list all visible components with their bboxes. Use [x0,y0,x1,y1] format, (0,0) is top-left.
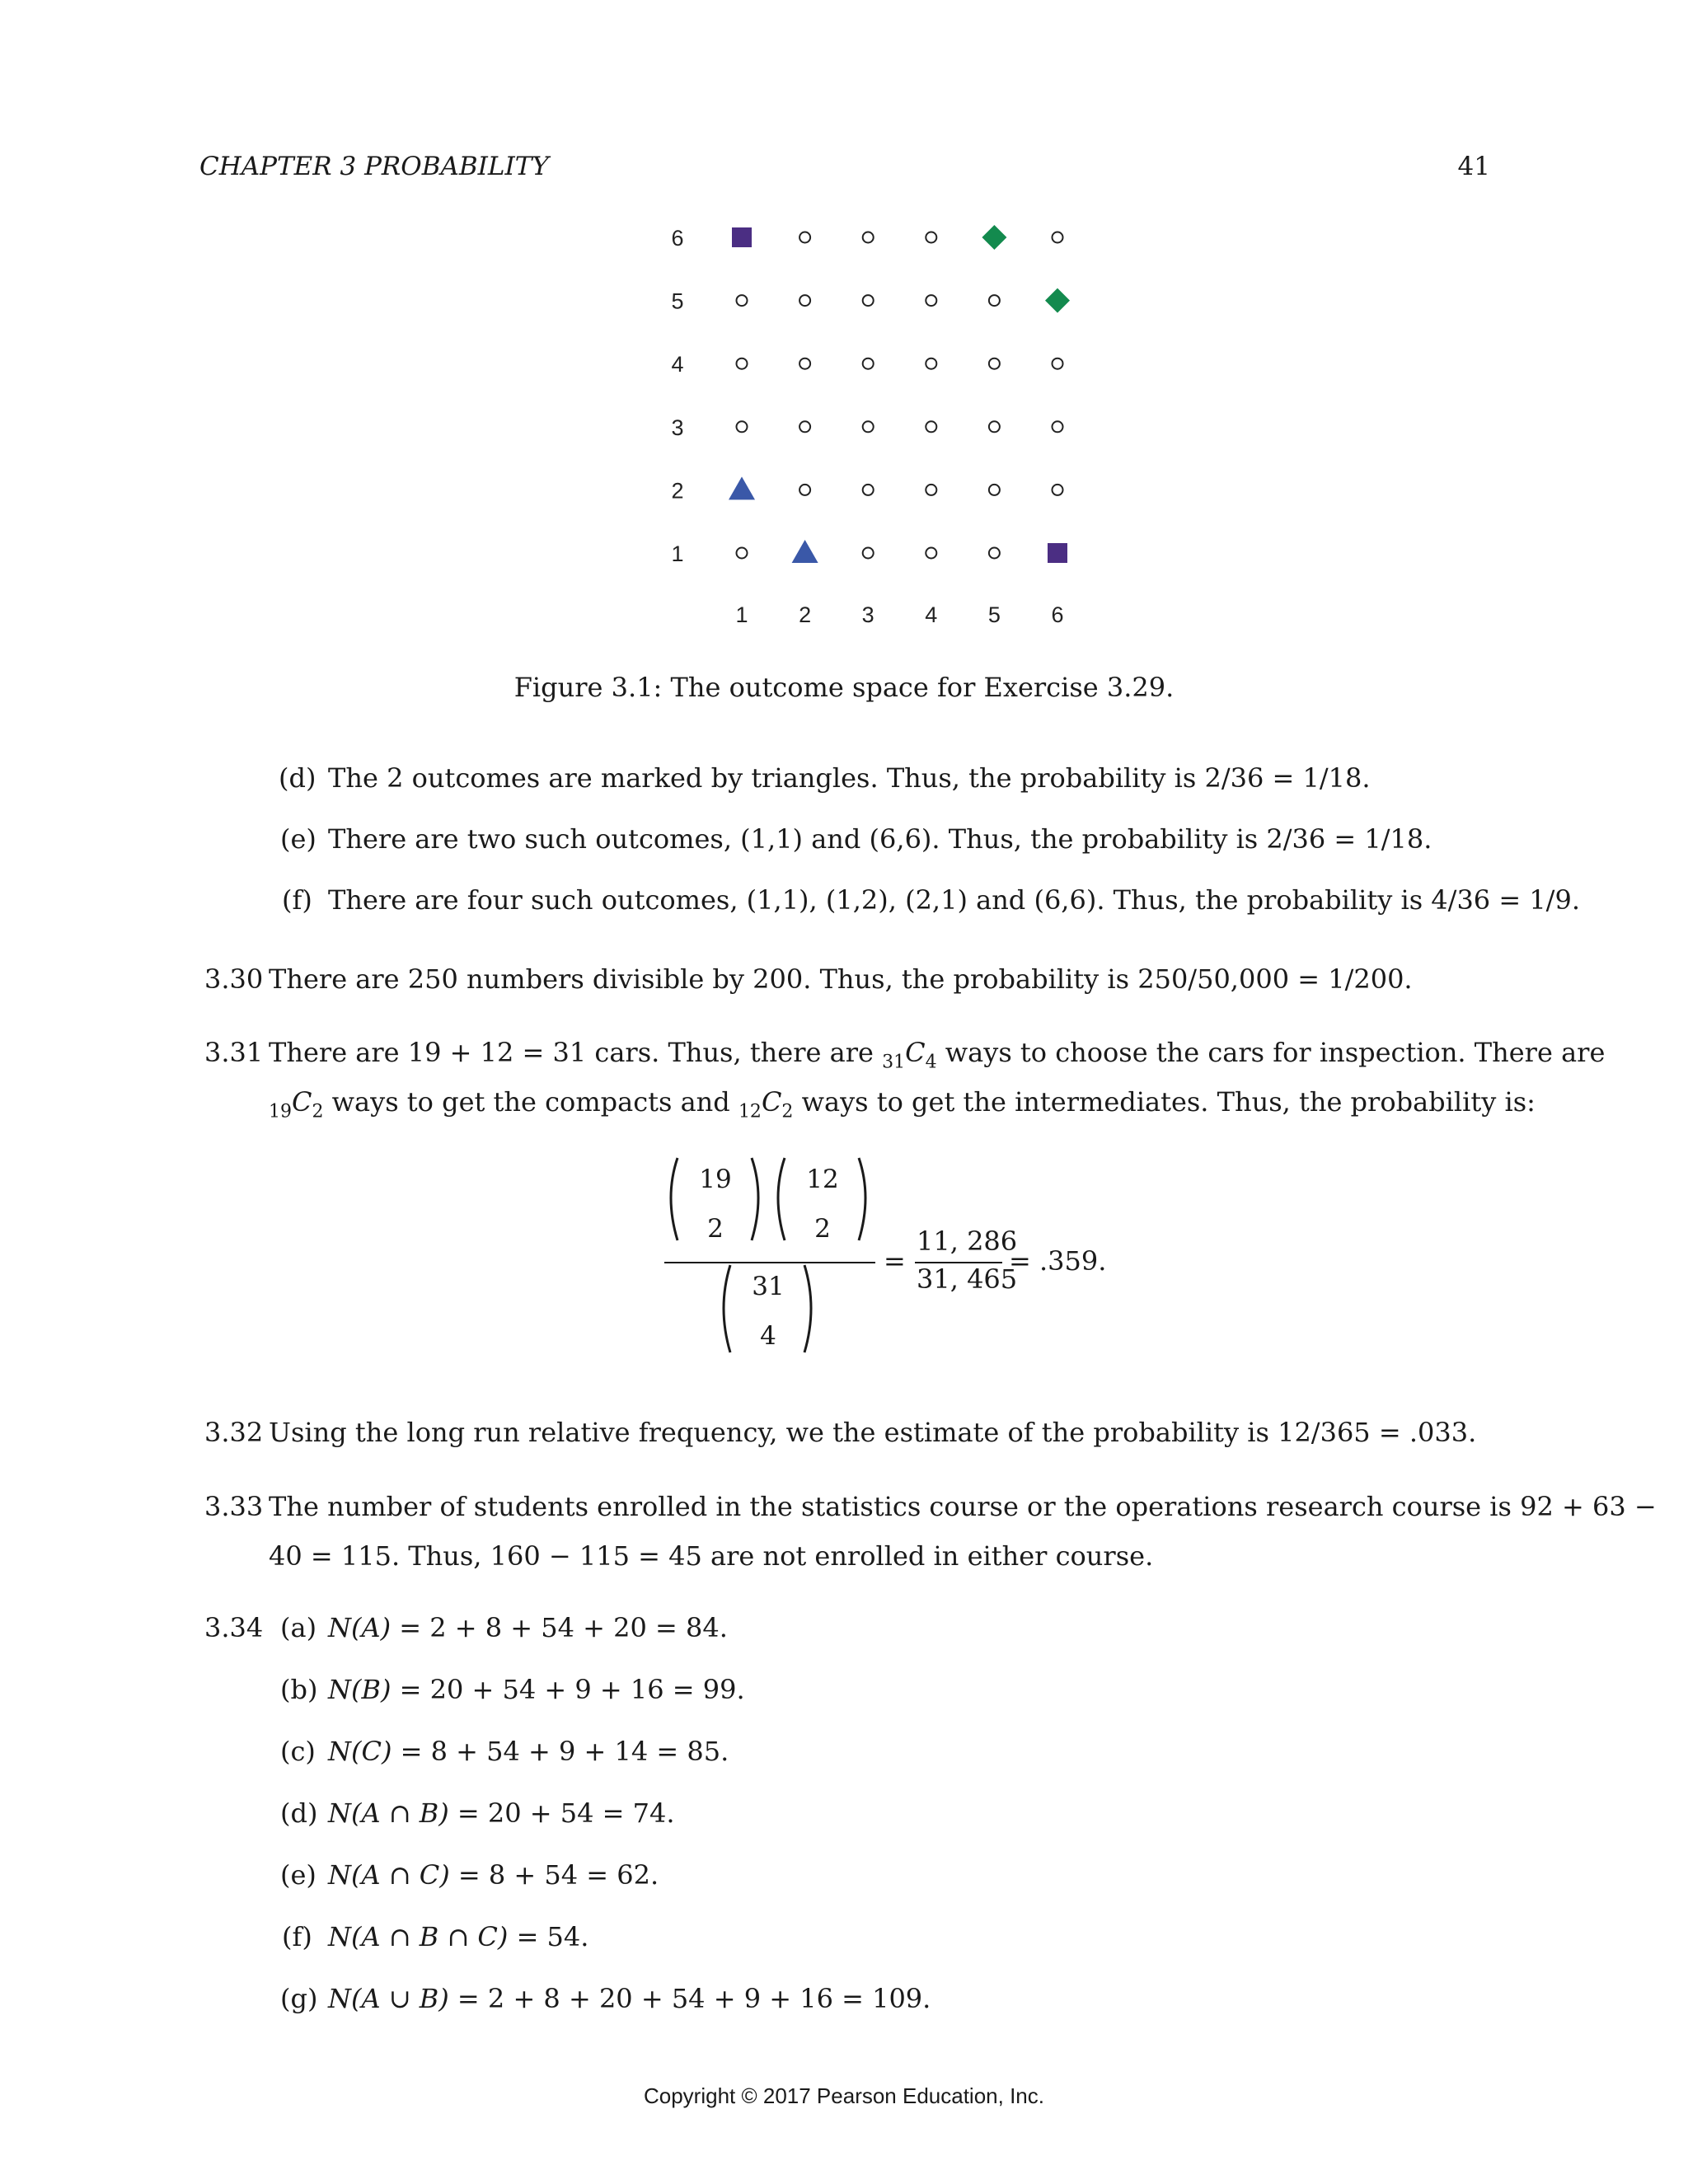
combo-31-sub: 4 [925,1052,937,1073]
binom3-right-paren [804,1265,811,1352]
square-marker [1048,543,1067,563]
combo-31-pre: 31 [882,1052,906,1073]
circle-marker [989,359,1000,369]
part-rhs: = 2 + 8 + 54 + 20 = 84. [391,1612,728,1643]
part-label-f-329: (f) [282,884,312,916]
combo-19-sub: 2 [312,1101,324,1122]
exercise-number-3-31: 3.31 [204,1037,264,1068]
part-label-d-329: (d) [279,762,316,794]
circle-marker [926,485,936,495]
circle-marker [799,485,810,495]
part-label-d-334: (d) [280,1797,318,1829]
y-tick-label: 6 [671,226,684,251]
part-lhs: N(C) [328,1736,392,1767]
combo-12-sub: 2 [781,1101,794,1122]
circle-marker [1053,232,1063,243]
x-tick-label: 5 [987,602,1001,627]
circle-marker [863,485,874,495]
part-label-a-334: (a) [280,1612,317,1643]
part-equation-d-334 [328,1797,675,1830]
part-lhs: N(B) [328,1674,392,1705]
binom1-left-paren [671,1158,678,1240]
part-lhs: N(A ∩ C) [328,1859,450,1891]
circle-marker [926,421,936,432]
circle-marker [863,359,874,369]
exercise-text-3-31-line2 [269,1085,1536,1128]
fraction-numerator: 11, 286 [917,1226,1018,1257]
combo-12-pre: 12 [738,1101,762,1122]
line1-part-b: ways to choose the cars for inspection. There are [936,1037,1606,1068]
binom-19-2-bottom: 2 [707,1214,724,1244]
binom2-left-paren [778,1158,785,1240]
combo-31-symbol: C [905,1037,926,1068]
y-tick-label: 4 [671,352,684,377]
part-label-e-334: (e) [280,1859,316,1891]
circle-marker [1053,421,1063,432]
part-equation-a-334 [328,1611,728,1644]
part-equation-g-334 [328,1982,931,2015]
binom-12-2-bottom: 2 [814,1214,831,1244]
part-rhs: = 20 + 54 + 9 + 16 = 99. [391,1674,745,1705]
circle-marker [926,359,936,369]
part-equation-c-334 [328,1735,729,1768]
combo-12-symbol: C [761,1086,782,1118]
circle-marker [737,548,748,559]
part-equation-b-334 [328,1673,745,1706]
binom2-right-paren [859,1158,865,1240]
y-tick-label: 1 [671,541,684,566]
part-rhs: = 8 + 54 + 9 + 14 = 85. [392,1736,729,1767]
line2-part-b: ways to get the intermediates. Thus, the probability is: [793,1086,1536,1118]
circle-marker [799,295,810,306]
part-equation-e-334 [328,1858,659,1891]
circle-marker [863,232,874,243]
part-label-f-334: (f) [282,1921,312,1952]
fraction-denominator: 31, 465 [917,1263,1018,1295]
combo-19-pre: 19 [269,1101,292,1122]
exercise-text-3-33-line2: 40 = 115. Thus, 160 − 115 = 45 are not enrolled in either course. [269,1540,1154,1572]
part-label-b-334: (b) [280,1674,318,1705]
binom3-left-paren [724,1265,730,1352]
line1-part-a: There are 19 + 12 = 31 cars. Thus, there are [269,1037,883,1068]
copyright-footer: Copyright © 2017 Pearson Education, Inc. [643,2083,1044,2108]
binom1-right-paren [752,1158,758,1240]
line2-part-a: ways to get the compacts and [323,1086,738,1118]
exercise-number-3-30: 3.30 [204,963,264,995]
binom-19-2-top: 19 [699,1165,732,1194]
y-tick-label: 3 [671,415,684,440]
equals-sign: = [884,1245,906,1277]
formula-result: = .359. [1009,1245,1107,1277]
chapter-heading: CHAPTER 3 PROBABILITY [199,152,549,181]
part-equation-f-334 [328,1920,588,1953]
combo-19-symbol: C [292,1086,312,1118]
part-text-d-329: The 2 outcomes are marked by triangles. Thus, the probability is 2/36 = 1/18. [328,762,1371,794]
circle-marker [799,232,810,243]
x-tick-label: 6 [1051,602,1064,627]
part-lhs: N(A ∩ B) [328,1797,449,1829]
circle-marker [863,548,874,559]
exercise-text-3-31-line1 [269,1036,1605,1079]
part-text-e-329: There are two such outcomes, (1,1) and (6,6). Thus, the probability is 2/36 = 1/18. [328,823,1432,855]
part-label-g-334: (g) [280,1983,318,2014]
part-rhs: = 8 + 54 = 62. [449,1859,659,1891]
part-rhs: = 20 + 54 = 74. [448,1797,675,1829]
circle-marker [989,548,1000,559]
binom-31-4-bottom: 4 [760,1321,776,1351]
y-tick-label: 5 [671,288,684,314]
exercise-text-3-33-line1: The number of students enrolled in the statistics course or the operations research course is 92 + 63 − [269,1491,1657,1522]
x-tick-label: 4 [925,602,938,627]
circle-marker [737,359,748,369]
exercise-number-3-33: 3.33 [204,1491,264,1522]
circle-marker [926,548,936,559]
circle-marker [799,359,810,369]
exercise-text-3-32: Using the long run relative frequency, we the estimate of the probability is 12/365 = .033. [269,1417,1477,1448]
circle-marker [1053,359,1063,369]
triangle-marker [792,540,818,563]
circle-marker [926,295,936,306]
x-tick-label: 2 [799,602,812,627]
diamond-marker [1045,288,1070,313]
circle-marker [989,421,1000,432]
exercise-number-3-32: 3.32 [204,1417,264,1448]
triangle-marker [729,476,755,499]
part-lhs: N(A) [328,1612,392,1643]
diamond-marker [982,225,1006,250]
probability-formula [659,1150,1121,1372]
circle-marker [926,232,936,243]
part-lhs: N(A ∩ B ∩ C) [328,1921,509,1952]
circle-marker [737,295,748,306]
x-tick-label: 1 [735,602,748,627]
part-rhs: = 2 + 8 + 20 + 54 + 9 + 16 = 109. [448,1983,931,2014]
x-tick-label: 3 [861,602,874,627]
binom-31-4-top: 31 [752,1272,785,1301]
circle-marker [863,421,874,432]
circle-marker [989,485,1000,495]
page-number: 41 [1457,152,1490,181]
circle-marker [863,295,874,306]
part-label-e-329: (e) [280,823,316,855]
y-tick-label: 2 [671,478,684,504]
part-label-c-334: (c) [280,1736,316,1767]
binom-12-2-top: 12 [806,1165,839,1194]
circle-marker [1053,485,1063,495]
exercise-number-3-34: 3.34 [204,1612,264,1643]
exercise-text-3-30: There are 250 numbers divisible by 200. Thus, the probability is 250/50,000 = 1/200. [269,963,1413,995]
square-marker [732,227,752,247]
part-lhs: N(A ∪ B) [328,1983,449,2014]
figure-caption: Figure 3.1: The outcome space for Exercise 3.29. [513,672,1175,703]
part-rhs: = 54. [508,1921,589,1952]
part-text-f-329: There are four such outcomes, (1,1), (1,2), (2,1) and (6,6). Thus, the probability is 4/36 = 1/9. [328,884,1580,916]
outcome-space-figure [643,210,1088,639]
circle-marker [989,295,1000,306]
circle-marker [737,421,748,432]
circle-marker [799,421,810,432]
